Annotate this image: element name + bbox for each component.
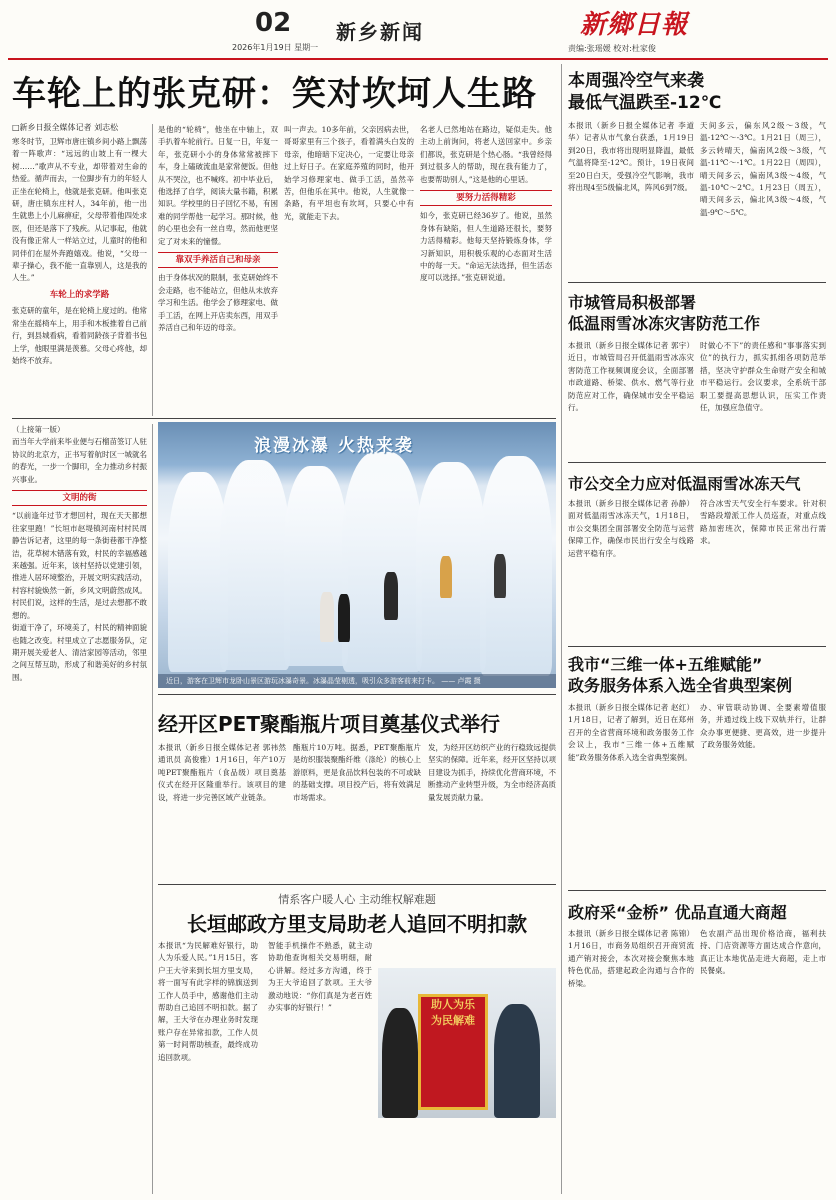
left-subhead: 文明的街 [12,490,147,506]
masthead-rule [8,58,828,60]
photo-caption: 近日，游客在卫辉市龙卧山景区游玩冰瀑奇景。冰瀑晶莹剔透，吸引众多游客前来打卡。 —— 卢霞 摄 [158,674,556,688]
weather-column-2 [700,120,826,274]
left-lower-column [12,424,147,1194]
visitor-figure [338,594,350,642]
editors-line: 责编:张瑶媛 校对:杜家俊 [568,44,656,53]
left-paragraph: 而当年大学前来毕业便与石榴苗签订人驻协议的北京方，正书写着航时区一城就名的春光，一步一个脚印，全力推动乡村振兴事业。 [12,437,147,484]
pet-paragraph: 酯瓶片10万吨。据悉，PET聚酯瓶片是纺织服装聚酯纤维（涤纶）的核心上游原料，更是食品饮料包装的不可或缺的基础支撑。项目投产后，将有效满足市场需求。 [293,743,421,802]
pet-column-3 [428,742,556,880]
pet-column-2 [293,742,421,880]
pet-column-1 [158,742,286,880]
gov-headline-line: 政务服务体系入选全省典型案例 [568,676,793,695]
gov-column-2 [700,702,826,886]
section-rule [568,890,826,891]
postal-column-2 [268,940,372,1192]
gov-service-headline [568,654,792,696]
ice-column [220,460,290,670]
section-rule [568,646,826,647]
pennant-banner [418,994,488,1110]
photo-title: 浪漫冰瀑 火热来袭 [254,436,414,456]
lead-byline: □新乡日报全媒体记者 刘志松 [12,123,119,132]
column-divider [561,64,562,1194]
bus-column-1 [568,498,694,638]
continued-tag: （上接第一版） [12,425,65,434]
pet-paragraph: 发，为经开区纺织产业的行稳致远提供坚实的保障。近年来，经开区坚持以项目建设为抓手，持续优化营商环境，不断推动产业转型升级，为全市经济高质量发展贡献力量。 [428,743,556,802]
section-rule [158,694,556,695]
gov-column-1 [568,702,694,886]
postal-headline: 长垣邮政方里支局助老人追回不明扣款 [187,912,527,936]
pennant-text: 为民解难 [431,1014,475,1027]
urban-management-headline [568,292,760,334]
postal-column-1 [158,940,258,1192]
lead-subhead-2: 靠双手养活自己和母亲 [158,252,278,268]
pennant-text: 助人为乐 [431,998,475,1011]
urban-headline-line: 低温雨雪冰冻灾害防范工作 [568,314,761,333]
column-divider [152,124,153,416]
procurement-column-2 [700,928,826,1192]
pennant-photo [378,968,556,1118]
section-rule [568,282,826,283]
section-rule [158,884,556,885]
procurement-paragraph: 色农副产品出现价格洽商，福利扶持、门店资源等方面达成合作意向，真正让本地优品走进大商超，走上市民餐桌。 [700,929,826,976]
left-paragraph: “以前逢年过节才想回村，现在天天都想往家里跑！”长垣市赵堤镇河南村村民周静告诉记者，这里的每一条街巷都干净整洁，花草树木错落有致，村民的幸福感越来越强。近年来，该村坚持以党建引领，推进人居环境整治，开展文明实践活动，村容村貌焕然一新，乡风文明蔚然成风。村民们说，这样的生活，是过去想都不敢想的。 [12,511,147,620]
lead-paragraph: 是他的“轮椅”，他坐在中轴上，双手扒着车轮前行。日复一日，年复一年，张克研小小的身体常常被摔下车，身上磕破流血是家常便饭。但他从不哭泣，也不喊疼。初中毕业后，他选择了自学，阅读大量书籍，积累知识。学校里的日子回忆不易，有困难的同学帮他一起学习。那时候，他的心里也会有一丝自卑，然而他更坚定了对未来的憧憬。 [158,125,278,246]
procurement-headline: 政府采“金桥” 优品直通大商超 [568,903,787,922]
newspaper-logo: 新鄉日報 [580,10,689,40]
staff-figure [494,1004,540,1118]
lead-paragraph: 由于身体状况的限制，张克研始终不会走路，也不能站立，但他从未放弃学习和生活。他学会了修理家电、做手工活，在网上开店卖东西，用双手养活自己和年迈的母亲。 [158,273,278,333]
section-rule [12,418,556,419]
bus-paragraph: 符合冰雪天气安全行车要求。针对积雪路段增派工作人员巡查，对重点线路加密班次，保障市民正常出行需求。 [700,499,826,546]
gov-headline-line: 我市“三维一体+五维赋能” [568,655,763,674]
ice-column [168,472,228,672]
bus-headline: 市公交全力应对低温雨雪冰冻天气 [568,475,801,493]
page-date: 2026年1月19日 星期一 [232,43,319,52]
postal-paragraph: 智能手机操作不熟悉，就主动协助他查询相关交易明细，耐心讲解。经过多方沟通，终于为王大爷追回了款项。王大爷激动地说：“你们真是为老百姓办实事的好银行！” [268,941,372,1013]
ice-column [480,456,552,676]
column-divider [152,424,153,1194]
weather-paragraph: 本报讯（新乡日报全媒体记者 李道华）记者从市气象台获悉，1月19日到20日，我市将出现明显降温，最低气温将降至-12℃。预计，19日夜间至20日白天，受强冷空气影响，我市将出现4至5级偏北风，阵风6到7级。 [568,121,694,193]
lead-subhead-1: 车轮上的求学路 [49,289,110,300]
visitor-figure [384,572,398,620]
lead-subhead-3: 要努力活得精彩 [420,190,552,206]
visitor-figure [494,554,506,598]
procurement-paragraph: 本报讯（新乡日报全媒体记者 陈锦）1月16日，市商务局组织召开商贸流通产销对接会，本次对接会聚焦本地特色优品，搭建起政企沟通与合作的桥梁。 [568,929,694,988]
weather-headline-line: 本周强冷空气来袭 [568,71,704,91]
gov-paragraph: 本报讯（新乡日报全媒体记者 赵红）1月18日，记者了解到，近日在郑州召开的全省营商环境和政务服务工作会议上，我市“三维一体+五维赋能”政务服务体系入选全省典型案例。 [568,703,694,762]
lead-column-4 [420,124,552,416]
page-number: 02 [255,8,292,38]
section-title: 新乡新闻 [336,20,424,44]
postal-subhead: 情系客户暖人心 主动维权解难题 [278,893,436,906]
urban-paragraph: 时做心不下”的责任感和“事事落实到位”的执行力，抓实抓细各项防范举措，坚决守护群众生命财产安全和城市平稳运行。会议要求，全系统干部职工要提高思想认识，压实工作责任，加强应急值守。 [700,341,826,413]
weather-column-1 [568,120,694,274]
lead-paragraph: 叫一声去。10多年前，父亲因病去世，哥哥家里有三个孩子，看着满头白发的母亲，他暗暗下定决心，一定要让母亲过上好日子。在家庭养殖的同时，他开始学习修理家电、做手工活，虽然辛苦，但他乐在其中。他说，人生就像一条路，有平坦也有坎坷，只要心中有光，就能走下去。 [284,125,414,221]
masthead [0,0,836,56]
postal-paragraph: 本报讯“为民解难好银行，助人为乐爱人民。”1月15日，客户王大爷来到长垣方里支局，将一面写有此字样的锦旗送到工作人员手中，感谢他们主动帮助自己追回不明扣款。据了解，王大爷在办理业务时发现账户存在异常扣款，工作人员第一时间帮助核查，最终成功追回款项。 [158,941,258,1062]
weather-headline [568,70,721,114]
left-paragraph: 街道干净了，环境美了，村民的精神面貌也随之改变。村里成立了志愿服务队，定期开展关爱老人、清洁家园等活动，邻里之间互帮互助，形成了和谐美好的乡村氛围。 [12,623,147,682]
weather-headline-line: 最低气温跌至-12℃ [568,93,722,113]
pet-headline: 经开区PET聚酯瓶片项目奠基仪式举行 [158,712,500,736]
lead-paragraph: 如今，张克研已经36岁了。他说，虽然身体有缺陷，但人生道路还很长，要努力活得精彩。他每天坚持锻炼身体，学习新知识，用积极乐观的心态面对生活中的每一天。“命运无法选择，但生活态度可以选择。”张克研说道。 [420,211,552,283]
gov-paragraph: 办、审管联动协调、全要素增值服务，并通过线上线下双轨并行，让群众办事更便捷、更高效，进一步提升了政务服务效能。 [700,703,826,750]
lead-paragraph: 名老人已然地站在路边，疑似走失。他主动上前询问，将老人送回家中。乡亲们都说，张克研是个热心肠。“我曾经得到过很多人的帮助，现在我有能力了，也要帮助别人，”这是他的心里话。 [420,125,552,184]
urban-headline-line: 市城管局积极部署 [568,293,697,312]
urban-paragraph: 本报讯（新乡日报全媒体记者 郭宇）近日，市城管局召开低温雨雪冰冻灾害防范工作视频调度会议，全面部署市政道路、桥梁、供水、燃气等行业防范应对工作，确保城市安全平稳运行。 [568,341,694,413]
ice-column [342,452,422,672]
procurement-column-1 [568,928,694,1192]
lead-column-1 [12,136,147,416]
ice-waterfall-photo [158,422,556,688]
lead-paragraph: 张克研的童年，是在轮椅上度过的。他常常坐在摇椅车上，用手和木板推着自己前行，到县城看病，看着同龄孩子背着书包上学，他眼里满是羡慕。父母心疼他，却始终不放弃。 [12,306,147,365]
bus-column-2 [700,498,826,638]
lead-column-3 [284,124,414,416]
lead-column-2 [158,124,278,416]
visitor-figure [320,592,334,642]
bus-paragraph: 本报讯（新乡日报全媒体记者 孙静）面对低温雨雪冰冻天气，1月18日，市公交集团全面部署安全防范与运营保障工作，确保市民出行安全与线路运营平稳有序。 [568,499,694,558]
urban-column-2 [700,340,826,456]
weather-paragraph: 天间多云，偏东风2级～3级，气温-12℃～-3℃。1月21日（周三），多云转晴天，偏南风2级～3级，气温-11℃～-1℃。1月22日（周四），晴天间多云，偏南风3级～4级，气温-10℃～2℃。1月23日（周五），晴天间多云，偏北风3级～4级，气温-9℃～5℃。 [700,121,826,217]
elderly-customer-figure [382,1008,418,1118]
lead-paragraph: 寒冬时节，卫辉市唐庄镇乡间小路上飘荡着一阵歌声：“远远的山坡上有一棵大树……”歌声从不专业，却带着对生命的热爱。循声而去，一位脚步有力的年轻人正坐在轮椅上，他就是张克研。他叫张克研，唐庄镇东庄村人，34年前，他一出生就患上小儿麻痹症，父母带着他四处求医，但还是落下了残疾。从记事起，他就没有像正常人一样站立过，儿童时的他和同伴们在屋外奔跑嬉戏。他说，“父母一辈子操心，我不能一直靠别人，这是我的人生。” [12,137,147,283]
visitor-figure [440,556,452,598]
pet-paragraph: 本报讯（新乡日报全媒体记者 郭祎然 通讯员 高俊雅）1月16日，年产10万吨PET聚酯瓶片（食品级）项目奠基仪式在经开区隆重举行。该项目的建设，将进一步完善区域产业链条。 [158,743,286,802]
urban-column-1 [568,340,694,456]
lead-headline: 车轮上的张克研：笑对坎坷人生路 [12,74,537,114]
section-rule [568,462,826,463]
